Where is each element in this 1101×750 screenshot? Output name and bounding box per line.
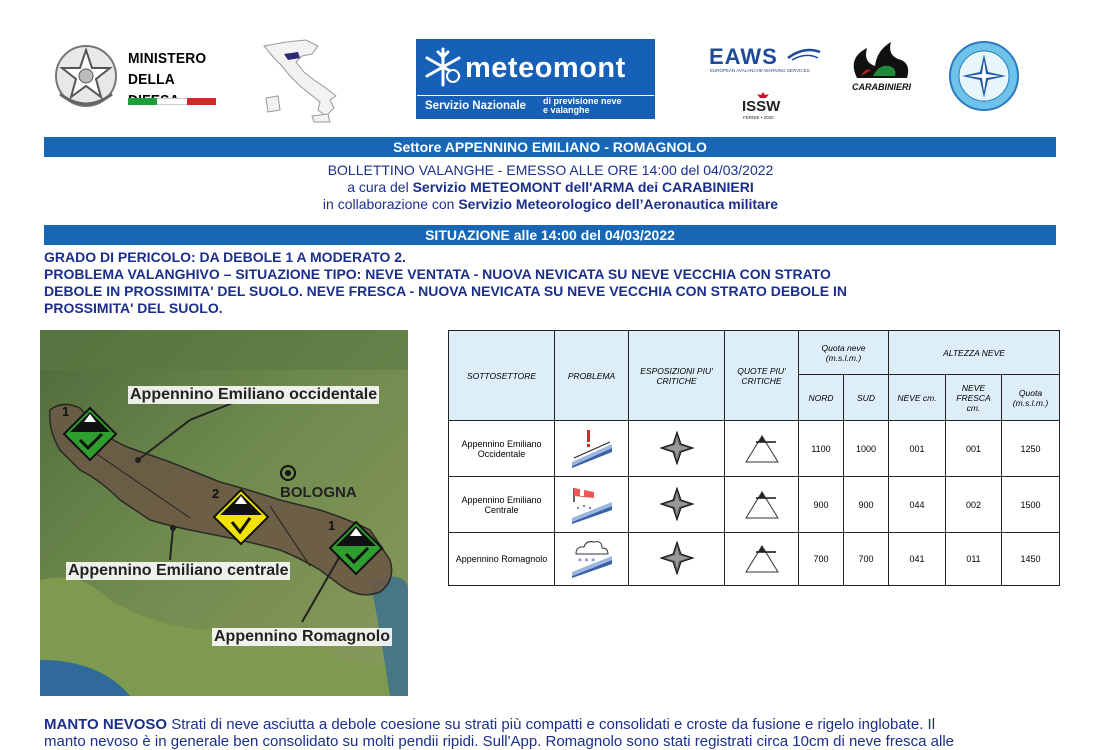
compass-rose-icon bbox=[948, 40, 1020, 112]
snow-cm-value: 001 bbox=[889, 421, 946, 477]
fresh-snow-l3: cm. bbox=[966, 402, 981, 413]
south-value: 900 bbox=[844, 477, 889, 533]
ministry-name-line1: MINISTERO bbox=[128, 50, 207, 67]
issuer-prefix: a cura del bbox=[347, 179, 413, 195]
exposure-cell bbox=[629, 421, 725, 477]
header-snow-height: ALTEZZA NEVE bbox=[889, 331, 1060, 375]
ministry-logo bbox=[52, 40, 222, 112]
header-south: SUD bbox=[844, 375, 889, 421]
row-subsector-name: Appennino Romagnolo bbox=[449, 533, 555, 586]
meteomont-purpose-line1: di previsione neve bbox=[543, 96, 622, 106]
danger-badge-occidentale-icon bbox=[62, 406, 118, 464]
snow-quota-label: Quota neve bbox=[821, 342, 866, 353]
issw-subtitle: FERNIE • 2020 bbox=[743, 115, 774, 120]
exposure-cell bbox=[629, 533, 725, 586]
bulletin-header bbox=[0, 162, 1101, 213]
table-row bbox=[449, 477, 1060, 533]
fresh-snow-value: 011 bbox=[946, 533, 1002, 586]
north-value: 1100 bbox=[799, 421, 844, 477]
new-snow-icon bbox=[570, 538, 614, 578]
snow-quota-unit: (m.s.l.m.) bbox=[825, 352, 862, 363]
wind-sock-icon bbox=[570, 484, 614, 524]
snowpack-label: MANTO NEVOSO bbox=[44, 716, 168, 733]
bulletin-collaboration bbox=[0, 196, 1101, 213]
city-marker-icon bbox=[279, 464, 297, 482]
problem-cell bbox=[555, 421, 629, 477]
sector-bar: Settore APPENNINO EMILIANO - ROMAGNOLO bbox=[44, 137, 1056, 157]
collab-name: Servizio Meteorologico dell’Aeronautica militare bbox=[458, 196, 779, 212]
danger-problem-line3: PROSSIMITA' DEL SUOLO. bbox=[44, 300, 223, 316]
quote-cell bbox=[725, 533, 799, 586]
danger-level-occidentale: 1 bbox=[62, 404, 70, 419]
quota-value: 1250 bbox=[1002, 421, 1060, 477]
bulletin-issuer bbox=[0, 179, 1101, 196]
exposure-cell bbox=[629, 477, 725, 533]
snowflake-icon bbox=[423, 46, 463, 88]
eaws-logo bbox=[708, 44, 823, 78]
carabinieri-flame-icon bbox=[847, 40, 913, 82]
eaws-subtitle: EUROPEAN AVALANCHE WARNING SERVICES bbox=[710, 68, 810, 73]
header-quota bbox=[1002, 375, 1060, 421]
south-value: 700 bbox=[844, 533, 889, 586]
carabinieri-wordmark: CARABINIERI bbox=[852, 82, 912, 92]
fresh-snow-l1: NEVE bbox=[961, 382, 986, 393]
north-value: 900 bbox=[799, 477, 844, 533]
sector-map bbox=[40, 330, 408, 696]
header-fresh-snow bbox=[946, 375, 1002, 421]
header-subsector: SOTTOSETTORE bbox=[449, 331, 555, 421]
meteomont-wordmark: meteomont bbox=[465, 52, 626, 84]
quota-unit: (m.s.l.m.) bbox=[1012, 397, 1049, 408]
danger-level-romagnolo: 1 bbox=[328, 518, 336, 533]
danger-badge-centrale-icon bbox=[212, 488, 270, 546]
snowpack-line2: manto nevoso è in generale ben consolidato su molti pendii ripidi. Sull'App. Romagnolo sono stati registrati circa 10cm di neve fresca alle bbox=[44, 733, 955, 750]
map-label-centrale: Appennino Emiliano centrale bbox=[68, 562, 289, 579]
snow-cm-value: 044 bbox=[889, 477, 946, 533]
italy-map-icon bbox=[256, 36, 346, 124]
header-exposure: ESPOSIZIONI PIU' CRITICHE bbox=[629, 331, 725, 421]
fresh-snow-l2: FRESCA bbox=[956, 392, 991, 403]
quote-cell bbox=[725, 421, 799, 477]
snowpack-line1 bbox=[44, 716, 1062, 733]
mountain-altitude-icon bbox=[744, 488, 780, 520]
mountain-altitude-icon bbox=[744, 542, 780, 574]
danger-problem-line2: DEBOLE IN PROSSIMITA' DEL SUOLO. NEVE FRESCA - NUOVA NEVICATA SU NEVE VECCHIA CON STRATO DEBOLE IN bbox=[44, 283, 847, 299]
danger-grade: GRADO DI PERICOLO: DA DEBOLE 1 A MODERATO 2. bbox=[44, 249, 406, 265]
header-snow-quota bbox=[799, 331, 889, 375]
issw-logo bbox=[740, 92, 786, 122]
snow-cm-value: 041 bbox=[889, 533, 946, 586]
meteomont-logo bbox=[416, 39, 655, 119]
problem-cell bbox=[555, 533, 629, 586]
meteomont-service-label: Servizio Nazionale bbox=[425, 100, 526, 112]
header-snow-cm: NEVE cm. bbox=[889, 375, 946, 421]
collab-prefix: in collaborazione con bbox=[322, 196, 459, 212]
south-value: 1000 bbox=[844, 421, 889, 477]
table-row bbox=[449, 533, 1060, 586]
row-subsector-name: Appennino Emiliano Centrale bbox=[449, 477, 555, 533]
ministry-name-line2: DELLA bbox=[128, 71, 175, 88]
compass-exposure-icon bbox=[660, 541, 694, 575]
header-north: NORD bbox=[799, 375, 844, 421]
wind-slab-icon bbox=[570, 428, 614, 468]
snowpack-text1: Strati di neve asciutta a debole coesione su strati più compatti e consolidati e croste da fusione e rigelo inglobate. Il bbox=[167, 716, 936, 733]
row-subsector-name: Appennino Emiliano Occidentale bbox=[449, 421, 555, 477]
quota-value: 1500 bbox=[1002, 477, 1060, 533]
danger-summary bbox=[44, 249, 1044, 317]
header-quotes: QUOTE PIU' CRITICHE bbox=[725, 331, 799, 421]
fresh-snow-value: 002 bbox=[946, 477, 1002, 533]
meteomont-purpose-line2: e valanghe bbox=[543, 105, 590, 115]
avalanche-table bbox=[448, 330, 1060, 586]
situation-bar: SITUAZIONE alle 14:00 del 04/03/2022 bbox=[44, 225, 1056, 245]
quote-cell bbox=[725, 477, 799, 533]
quota-label: Quota bbox=[1018, 387, 1043, 398]
eaws-swoosh-icon bbox=[786, 46, 822, 62]
city-label-bologna: BOLOGNA bbox=[280, 484, 357, 501]
header-problem: PROBLEMA bbox=[555, 331, 629, 421]
carabinieri-logo bbox=[843, 40, 918, 100]
italian-flag-stripe bbox=[128, 98, 216, 105]
quota-value: 1450 bbox=[1002, 533, 1060, 586]
map-label-occidentale: Appennino Emiliano occidentale bbox=[130, 386, 378, 403]
fresh-snow-value: 001 bbox=[946, 421, 1002, 477]
compass-exposure-icon bbox=[660, 431, 694, 465]
issuer-name: Servizio METEOMONT dell'ARMA dei CARABINIERI bbox=[412, 179, 754, 195]
svg-text:* * *: * * * bbox=[577, 557, 595, 566]
map-label-romagnolo: Appennino Romagnolo bbox=[214, 628, 390, 645]
problem-cell bbox=[555, 477, 629, 533]
danger-problem-line1: PROBLEMA VALANGHIVO – SITUAZIONE TIPO: NEVE VENTATA - NUOVA NEVICATA SU NEVE VECCHIA CON STRATO bbox=[44, 266, 831, 282]
danger-level-centrale: 2 bbox=[212, 486, 220, 501]
eaws-wordmark: EAWS bbox=[709, 44, 778, 69]
aeronautica-logo bbox=[948, 40, 1020, 112]
danger-badge-romagnolo-icon bbox=[328, 520, 384, 576]
north-value: 700 bbox=[799, 533, 844, 586]
table-row bbox=[449, 421, 1060, 477]
italian-emblem-icon bbox=[52, 40, 120, 112]
compass-exposure-icon bbox=[660, 487, 694, 521]
mountain-altitude-icon bbox=[744, 432, 780, 464]
issw-wordmark: ISSW bbox=[742, 98, 781, 115]
bulletin-title: BOLLETTINO VALANGHE - EMESSO ALLE ORE 14:00 del 04/03/2022 bbox=[327, 162, 774, 178]
